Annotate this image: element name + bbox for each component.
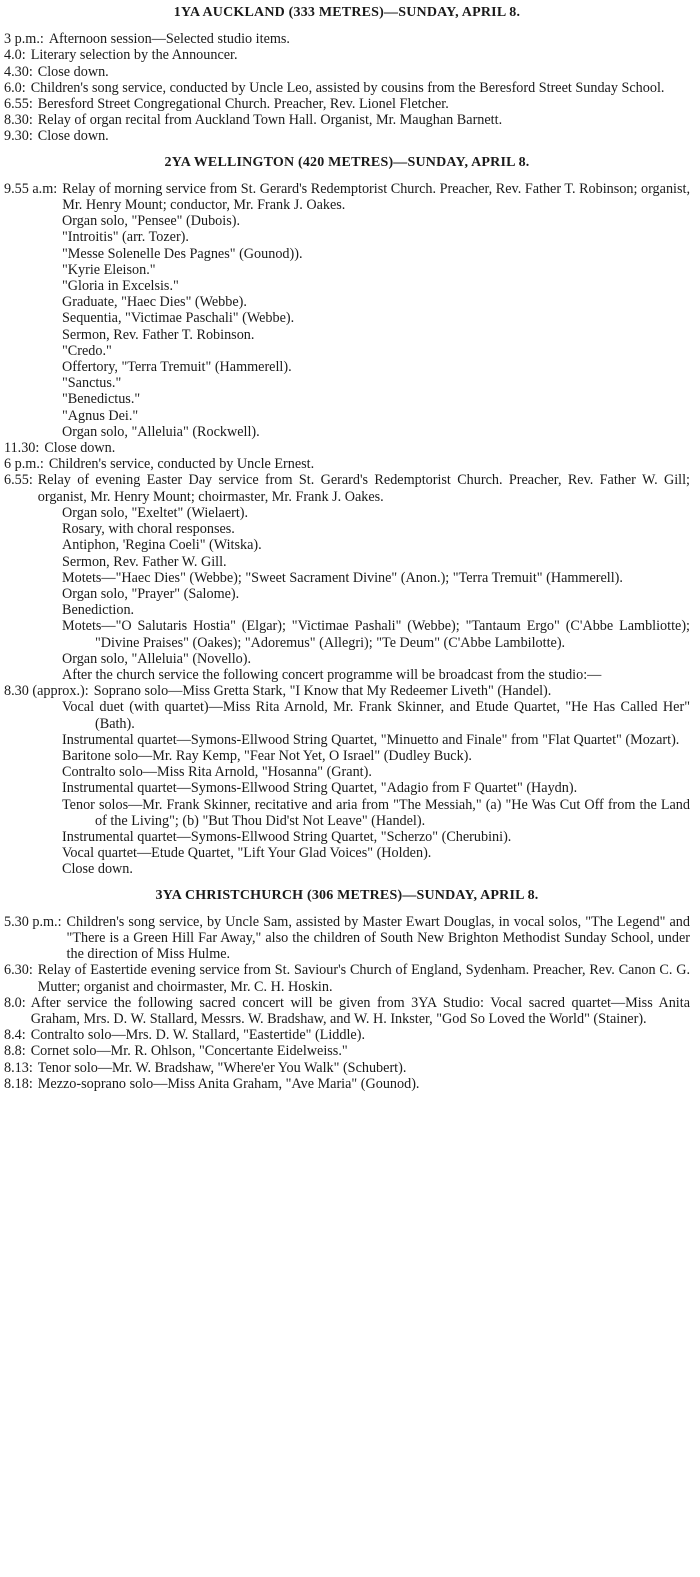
programme-entry (4, 80, 690, 96)
section-3ya-christchurch (4, 888, 690, 1092)
service-item: Organ solo, "Pensee" (Dubois). (62, 213, 241, 230)
service-item: Motets—"O Salutaris Hostia" (Elgar); "Victimae Pashali" (Webbe); "Tantaum Ergo" (C'Abbe Lambliotte); "Divine Praises" (Oakes); "Adoremus" (Allegri); "Te Deum" (C'Abbe Lambilotte). (62, 618, 690, 651)
entry-text: Children's song service, conducted by Uncle Leo, assisted by cousins from the Beresford Street Sunday School. (30, 79, 665, 96)
programme-entry (4, 1043, 690, 1059)
entry-time: 5.30 p.m.: (4, 913, 62, 930)
entry-time: 6.55: (4, 472, 33, 489)
service-item: "Messe Solenelle Des Pagnes" (Gounod)). (62, 245, 303, 262)
section-2ya-wellington (4, 155, 690, 878)
entry-time: 8.30: (4, 112, 33, 129)
entry-text: Beresford Street Congregational Church. Preacher, Rev. Lionel Fletcher. (37, 96, 449, 113)
programme-entry (4, 128, 690, 144)
entry-text: Afternoon session—Selected studio items. (48, 31, 290, 48)
entry-time: 4.0: (4, 47, 26, 64)
programme-entry (4, 683, 690, 699)
entry-text: Literary selection by the Announcer. (30, 47, 238, 64)
service-item: Graduate, "Haec Dies" (Webbe). (62, 294, 247, 311)
programme-entry (4, 995, 690, 1027)
service-item: Offertory, "Terra Tremuit" (Hammerell). (62, 359, 292, 376)
programme-entry (4, 914, 690, 963)
morning-service-items (4, 213, 690, 440)
concert-item: Tenor solos—Mr. Frank Skinner, recitative and aria from "The Messiah," (a) "He Was Cut Off from the Land of the Living"; (b) "But Thou Did'st Not Leave" (Handel). (62, 796, 690, 829)
service-item: "Sanctus." (62, 375, 122, 392)
evening-service-items (4, 505, 690, 683)
section-heading: 1YA AUCKLAND (333 METRES)—SUNDAY, APRIL 8. (173, 5, 521, 20)
service-item: Benediction. (62, 602, 135, 619)
service-item: Sermon, Rev. Father T. Robinson. (62, 326, 255, 343)
service-item: Rosary, with choral responses. (62, 521, 235, 538)
service-item: Organ solo, "Alleluia" (Rockwell). (62, 423, 260, 440)
entry-text: Children's song service, by Uncle Sam, assisted by Master Ewart Douglas, in vocal solos, "The Legend" and "There is a Green Hill Far Away," also the children of South New Brighton Methodist Sunday School, under the direction of Miss Hulme. (66, 913, 690, 963)
service-item: "Benedictus." (62, 391, 141, 408)
section-1ya-auckland (4, 5, 690, 145)
concert-items (4, 699, 690, 877)
entry-text: Contralto solo—Mrs. D. W. Stallard, "Eastertide" (Liddle). (30, 1027, 365, 1044)
programme-entry (4, 112, 690, 128)
section-heading: 2YA WELLINGTON (420 METRES)—SUNDAY, APRIL 8. (164, 154, 530, 170)
entry-time: 6.30: (4, 962, 33, 979)
programme-entry (4, 181, 690, 213)
programme-entry (4, 1076, 690, 1092)
entry-time: 4.30: (4, 63, 33, 80)
entry-time: 6 p.m.: (4, 456, 44, 473)
programme-entry (4, 47, 690, 63)
concert-item: Close down. (62, 861, 133, 878)
concert-item: Contralto solo—Miss Rita Arnold, "Hosanna" (Grant). (62, 764, 372, 781)
concert-item: Baritone solo—Mr. Ray Kemp, "Fear Not Yet, O Israel" (Dudley Buck). (62, 747, 472, 764)
programme-entry (4, 64, 690, 80)
entry-text: Close down. (37, 63, 109, 80)
entry-time: 11.30: (4, 440, 40, 457)
entry-text: Relay of Eastertide evening service from St. Saviour's Church of England, Sydenham. Preacher, Rev. Canon C. G. Mutter; organist and choirmaster, Mr. C. H. Hoskin. (37, 962, 690, 995)
entry-text: Close down. (44, 440, 116, 457)
entry-time: 6.55: (4, 96, 33, 113)
entry-time: 8.18: (4, 1075, 33, 1092)
programme-entry (4, 472, 690, 504)
entry-text: Close down. (37, 128, 109, 145)
entry-time: 8.8: (4, 1043, 26, 1060)
service-item: "Kyrie Eleison." (62, 261, 156, 278)
service-item: After the church service the following concert programme will be broadcast from the studio:— (62, 666, 602, 683)
service-item: Antiphon, 'Regina Coeli" (Witska). (62, 537, 262, 554)
entry-text: Relay of evening Easter Day service from St. Gerard's Redemptorist Church. Preacher, Rev. Father W. Gill; organist, Mr. Henry Mount; choirmaster, Mr. Frank J. Oakes. (37, 472, 690, 505)
service-item: "Credo." (62, 342, 112, 359)
entry-time: 8.30 (approx.): (4, 683, 89, 700)
concert-item: Instrumental quartet—Symons-Ellwood String Quartet, "Adagio from F Quartet" (Haydn). (62, 780, 578, 797)
section-heading: 3YA CHRISTCHURCH (306 METRES)—SUNDAY, APRIL 8. (155, 887, 539, 903)
concert-item: Vocal duet (with quartet)—Miss Rita Arnold, Mr. Frank Skinner, and Etude Quartet, "He Has Called Her" (Bath). (62, 699, 690, 732)
programme-entry (4, 1060, 690, 1076)
concert-item: Vocal quartet—Etude Quartet, "Lift Your Glad Voices" (Holden). (62, 845, 432, 862)
entry-time: 3 p.m.: (4, 31, 44, 48)
newspaper-page (4, 0, 690, 1092)
entry-text: Relay of morning service from St. Gerard's Redemptorist Church. Preacher, Rev. Father T. Robinson; organist, Mr. Henry Mount; conductor, Mr. Frank J. Oakes. (62, 180, 690, 214)
service-item: Motets—"Haec Dies" (Webbe); "Sweet Sacrament Divine" (Anon.); "Terra Tremuit" (Hammerell). (62, 569, 623, 586)
programme-entry (4, 31, 690, 47)
entry-text: Soprano solo—Miss Gretta Stark, "I Know that My Redeemer Liveth" (Handel). (93, 683, 552, 700)
programme-entry (4, 440, 690, 456)
entry-text: Relay of organ recital from Auckland Town Hall. Organist, Mr. Maughan Barnett. (37, 112, 503, 129)
entry-time: 8.4: (4, 1027, 26, 1044)
entry-text: Tenor solo—Mr. W. Bradshaw, "Where'er You Walk" (Schubert). (37, 1059, 407, 1076)
service-item: Sermon, Rev. Father W. Gill. (62, 553, 227, 570)
entry-time: 6.0: (4, 79, 26, 96)
entry-text: Mezzo-soprano solo—Miss Anita Graham, "Ave Maria" (Gounod). (37, 1075, 420, 1092)
service-item: "Gloria in Excelsis." (62, 278, 179, 295)
concert-item: Instrumental quartet—Symons-Ellwood String Quartet, "Scherzo" (Cherubini). (62, 828, 512, 845)
entry-text: After service the following sacred concert will be given from 3YA Studio: Vocal sacred quartet—Miss Anita Graham, Mrs. D. W. Stallard, Messrs. W. Bradshaw, and W. H. Inkster, "God So Loved the World" (Stainer). (30, 994, 690, 1027)
entry-text: Children's service, conducted by Uncle Ernest. (48, 456, 315, 473)
entry-time: 9.30: (4, 128, 33, 145)
programme-entry (4, 456, 690, 472)
entry-time: 9.55 a.m: (4, 180, 58, 197)
entry-text: Cornet solo—Mr. R. Ohlson, "Concertante Eidelweiss." (30, 1043, 348, 1060)
service-item: "Agnus Dei." (62, 407, 139, 424)
programme-entry (4, 962, 690, 994)
programme-entry (4, 1027, 690, 1043)
concert-item: Instrumental quartet—Symons-Ellwood String Quartet, "Minuetto and Finale" from "Flat Quartet" (Mozart). (62, 731, 680, 748)
entry-time: 8.13: (4, 1059, 33, 1076)
service-item: Organ solo, "Alleluia" (Novello). (62, 650, 252, 667)
service-item: Organ solo, "Exeltet" (Wielaert). (62, 504, 249, 521)
programme-entry (4, 96, 690, 112)
service-item: "Introitis" (arr. Tozer). (62, 229, 189, 246)
service-item: Organ solo, "Prayer" (Salome). (62, 585, 240, 602)
entry-time: 8.0: (4, 994, 26, 1011)
service-item: Sequentia, "Victimae Paschali" (Webbe). (62, 310, 295, 327)
